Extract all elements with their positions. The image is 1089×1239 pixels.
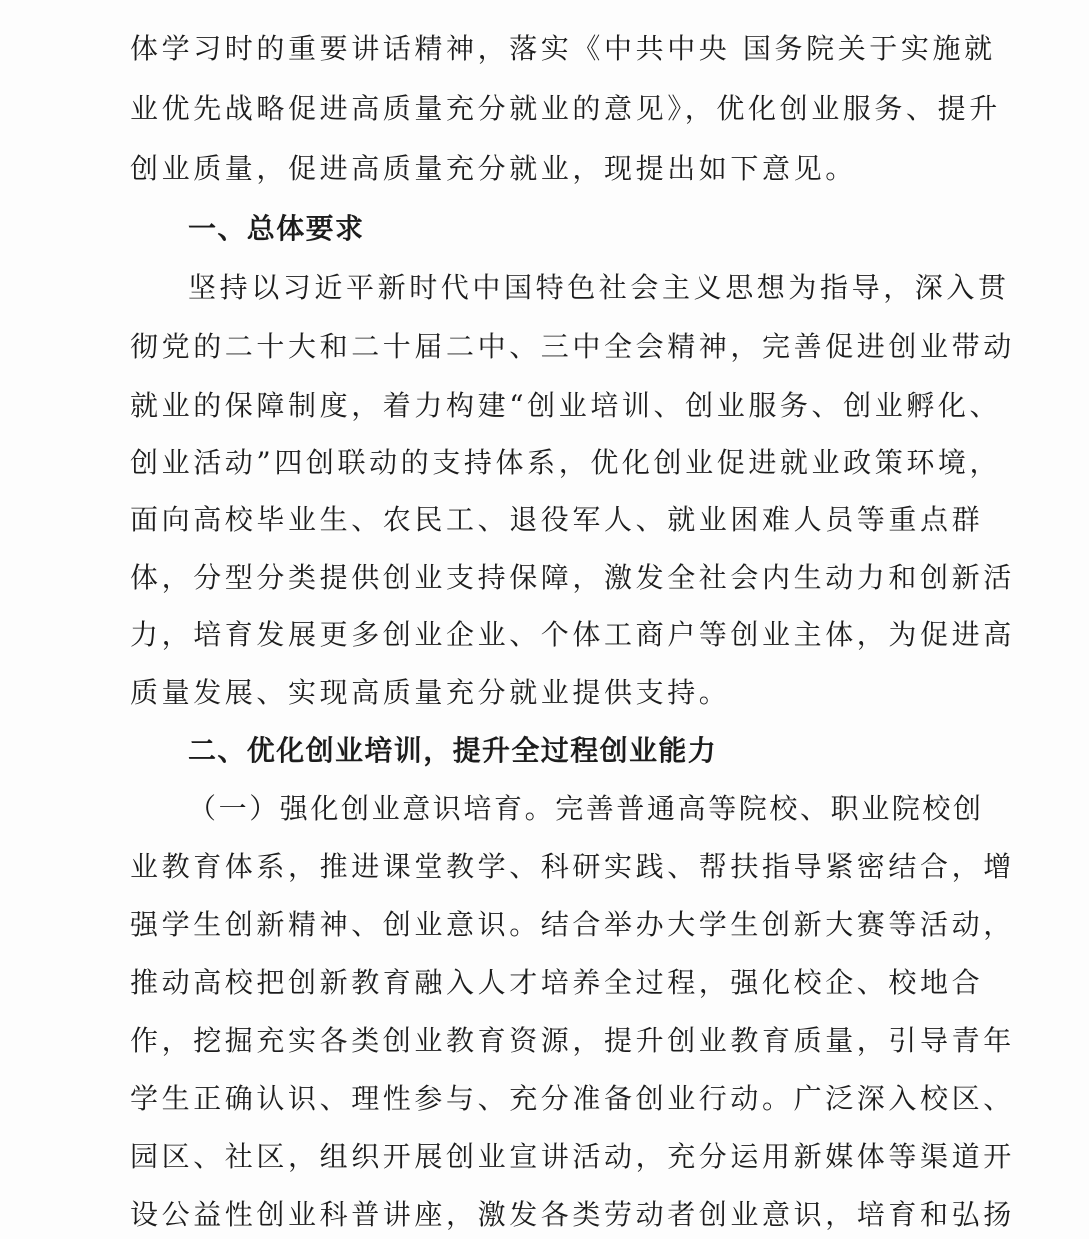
section-heading-1: 一、总体要求 bbox=[188, 212, 365, 245]
text-line-3: 创业质量，促进高质量充分就业，现提出如下意见。 bbox=[130, 152, 857, 185]
text-line-7: 就业的保障制度，着力构建“创业培训、创业服务、创业孵化、 bbox=[130, 389, 1002, 422]
text-line-8: 创业活动”四创联动的支持体系，优化创业促进就业政策环境， bbox=[130, 446, 1002, 479]
section-heading-2: 二、优化创业培训，提升全过程创业能力 bbox=[188, 734, 718, 767]
text-line-10: 体，分型分类提供创业支持保障，激发全社会内生动力和创新活 bbox=[130, 561, 1015, 594]
text-line-18: 作，挖掘充实各类创业教育资源，提升创业教育质量，引导青年 bbox=[130, 1024, 1015, 1057]
text-line-15: 业教育体系，推进课堂教学、科研实践、帮扶指导紧密结合，增 bbox=[130, 850, 1015, 883]
text-line-19: 学生正确认识、理性参与、充分准备创业行动。广泛深入校区、 bbox=[130, 1082, 1015, 1115]
subsection-line-1: （一）强化创业意识培育。完善普通高等院校、职业院校创 bbox=[188, 792, 984, 825]
text-line-6: 彻党的二十大和二十届二中、三中全会精神，完善促进创业带动 bbox=[130, 330, 1015, 363]
text-line-9: 面向高校毕业生、农民工、退役军人、就业困难人员等重点群 bbox=[130, 503, 984, 536]
text-line-11: 力，培育发展更多创业企业、个体工商户等创业主体，为促进高 bbox=[130, 618, 1015, 651]
text-line-21: 设公益性创业科普讲座，激发各类劳动者创业意识，培育和弘扬 bbox=[130, 1198, 1015, 1231]
text-line-12: 质量发展、实现高质量充分就业提供支持。 bbox=[130, 676, 731, 709]
text-line-2: 业优先战略促进高质量充分就业的意见》，优化创业服务、提升 bbox=[130, 92, 1001, 125]
text-line-20: 园区、社区，组织开展创业宣讲活动，充分运用新媒体等渠道开 bbox=[130, 1140, 1015, 1173]
text-line-5: 坚持以习近平新时代中国特色社会主义思想为指导，深入贯 bbox=[188, 271, 1010, 304]
text-line-1: 体学习时的重要讲话精神，落实《中共中央 国务院关于实施就 bbox=[130, 32, 996, 65]
text-line-17: 推动高校把创新教育融入人才培养全过程，强化校企、校地合 bbox=[130, 966, 984, 999]
text-line-16: 强学生创新精神、创业意识。结合举办大学生创新大赛等活动， bbox=[130, 908, 1015, 941]
